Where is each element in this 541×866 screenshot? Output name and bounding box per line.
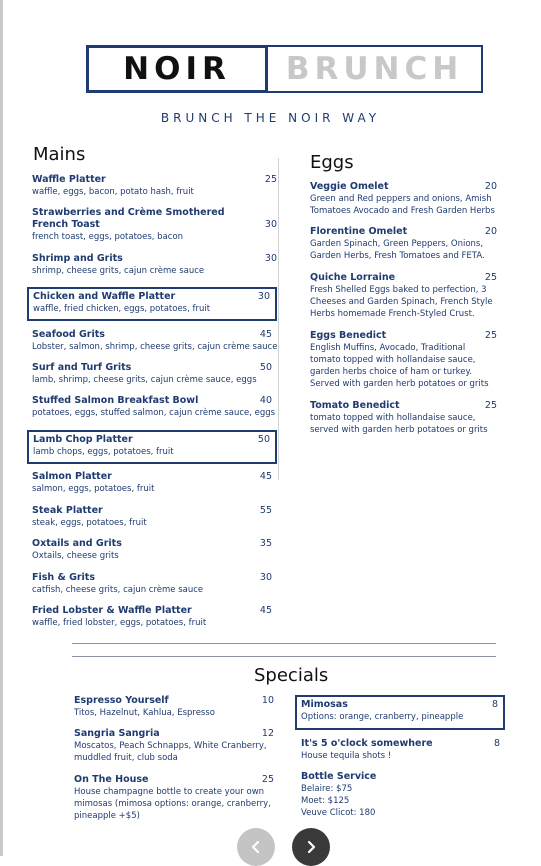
item-name: Fried Lobster & Waffle Platter (32, 605, 192, 616)
menu-item-french-toast (32, 207, 277, 243)
logo-brunch: BRUNCH (268, 45, 483, 93)
item-price: 35 (259, 538, 272, 549)
menu-item-florentine-omelet (310, 226, 497, 262)
specials-title: Specials (254, 665, 329, 686)
menu-item-surf-turf (32, 362, 277, 386)
item-price: 30 (259, 572, 272, 583)
item-desc: salmon, eggs, potatoes, fruit (32, 484, 155, 494)
menu-item-salmon-platter (32, 471, 272, 495)
menu-item-waffle-platter (32, 174, 277, 198)
column-divider (278, 158, 279, 480)
item-desc: Belaire: $75 Moet: $125 Veuve Clicot: 180 (301, 784, 376, 818)
item-price: 30 (257, 291, 270, 302)
item-desc: Lobster, salmon, shrimp, cheese grits, cajun crème sauce (32, 342, 278, 352)
item-price: 50 (257, 434, 270, 445)
menu-item-seafood-grits (32, 329, 292, 353)
item-desc: House tequila shots ! (301, 751, 392, 761)
item-name: Seafood Grits (32, 329, 105, 340)
item-name: Mimosas (301, 699, 348, 710)
eggs-title: Eggs (310, 152, 354, 173)
item-desc: Titos, Hazelnut, Kahlua, Espresso (74, 708, 215, 718)
special-bottle-service (301, 771, 500, 819)
item-desc: Fresh Shelled Eggs baked to perfection, 3 Cheeses and Garden Spinach, French Style Herbs homemade French-Styled Crust. (310, 285, 493, 319)
item-name: Lamb Chop Platter (33, 434, 133, 445)
special-sangria (74, 728, 274, 764)
item-name: Oxtails and Grits (32, 538, 122, 549)
chevron-left-icon (249, 840, 263, 854)
item-name: Fish & Grits (32, 572, 95, 583)
section-rule-bottom (72, 656, 496, 657)
special-five-oclock (301, 738, 500, 762)
page-edge (0, 0, 3, 856)
item-name: It's 5 o'clock somewhere (301, 738, 433, 749)
item-desc: lamb chops, eggs, potatoes, fruit (33, 447, 174, 457)
section-rule-top (72, 643, 496, 644)
item-name: Florentine Omelet (310, 226, 408, 237)
menu-item-fish-grits (32, 572, 272, 596)
mains-title: Mains (33, 144, 86, 165)
item-desc: House champagne bottle to create your own mimosas (mimosa options: orange, cranberry, pineapple +$5) (74, 787, 271, 821)
item-desc: potatoes, eggs, stuffed salmon, cajun crème sauce, eggs (32, 408, 276, 418)
item-desc: waffle, eggs, bacon, potato hash, fruit (32, 187, 194, 197)
item-name: Surf and Turf Grits (32, 362, 132, 373)
menu-item-oxtails (32, 538, 272, 562)
item-desc: shrimp, cheese grits, cajun crème sauce (32, 266, 205, 276)
menu-item-shrimp-grits (32, 253, 277, 277)
item-price: 25 (261, 774, 274, 785)
item-price: 50 (259, 362, 272, 373)
item-price: 20 (484, 226, 497, 237)
item-desc: lamb, shrimp, cheese grits, cajun crème sauce, eggs (32, 375, 257, 385)
menu-item-tomato-benedict (310, 400, 497, 436)
item-name: Bottle Service (301, 771, 377, 782)
special-on-the-house (74, 774, 274, 822)
item-price: 20 (484, 181, 497, 192)
item-price: 25 (484, 400, 497, 411)
item-name: Eggs Benedict (310, 330, 387, 341)
item-name: Steak Platter (32, 505, 103, 516)
item-price: 12 (261, 728, 274, 739)
menu-item-chicken-waffle (27, 287, 277, 321)
item-desc: Green and Red peppers and onions, Amish Tomatoes Avocado and Fresh Garden Herbs (310, 194, 495, 216)
special-espresso-yourself (74, 695, 274, 719)
item-name: Waffle Platter (32, 174, 106, 185)
item-name: On The House (74, 774, 149, 785)
item-name: Quiche Lorraine (310, 272, 396, 283)
tagline: BRUNCH THE NOIR WAY (160, 111, 381, 125)
item-desc: English Muffins, Avocado, Traditional tomato topped with hollandaise sauce, garden herbs choice of ham or turkey. Served with garden herb potatoes or grits (310, 343, 489, 389)
item-price: 10 (261, 695, 274, 706)
item-name: Sangria Sangria (74, 728, 160, 739)
special-mimosas (295, 695, 505, 730)
logo-noir: NOIR (86, 45, 268, 93)
item-name: Strawberries and Crème Smothered French Toast (32, 207, 225, 230)
item-price: 25 (484, 330, 497, 341)
item-name: Salmon Platter (32, 471, 112, 482)
item-price: 25 (484, 272, 497, 283)
menu-item-fried-lobster (32, 605, 272, 629)
item-price: 8 (493, 738, 500, 749)
item-desc: steak, eggs, potatoes, fruit (32, 518, 147, 528)
menu-item-quiche-lorraine (310, 272, 497, 320)
item-name: Tomato Benedict (310, 400, 400, 411)
menu-item-steak-platter (32, 505, 272, 529)
item-desc: catfish, cheese grits, cajun crème sauce (32, 585, 204, 595)
item-price: 45 (259, 471, 272, 482)
item-price: 30 (264, 219, 277, 230)
item-desc: waffle, fried chicken, eggs, potatoes, fruit (33, 304, 211, 314)
next-page-button[interactable] (292, 828, 330, 866)
item-price: 8 (491, 699, 498, 710)
item-desc: Options: orange, cranberry, pineapple (301, 712, 464, 722)
item-price: 25 (264, 174, 277, 185)
item-name: Shrimp and Grits (32, 253, 123, 264)
prev-page-button[interactable] (237, 828, 275, 866)
item-price: 40 (259, 395, 272, 406)
item-desc: Oxtails, cheese grits (32, 551, 119, 561)
item-name: Espresso Yourself (74, 695, 169, 706)
item-desc: tomato topped with hollandaise sauce, served with garden herb potatoes or grits (310, 413, 488, 435)
item-price: 30 (264, 253, 277, 264)
item-desc: french toast, eggs, potatoes, bacon (32, 232, 184, 242)
item-desc: Moscatos, Peach Schnapps, White Cranberry, muddled fruit, club soda (74, 741, 267, 763)
item-desc: Garden Spinach, Green Peppers, Onions, Garden Herbs, Fresh Tomatoes and FETA. (310, 239, 485, 261)
menu-item-lamb-chop (27, 430, 277, 464)
item-name: Chicken and Waffle Platter (33, 291, 176, 302)
item-price: 55 (259, 505, 272, 516)
menu-item-stuffed-salmon (32, 395, 292, 419)
item-price: 45 (259, 329, 272, 340)
chevron-right-icon (304, 840, 318, 854)
item-desc: waffle, fried lobster, eggs, potatoes, fruit (32, 618, 207, 628)
item-price: 45 (259, 605, 272, 616)
item-name: Stuffed Salmon Breakfast Bowl (32, 395, 199, 406)
logo (86, 45, 483, 91)
menu-item-veggie-omelet (310, 181, 497, 217)
menu-item-eggs-benedict (310, 330, 497, 390)
item-name: Veggie Omelet (310, 181, 389, 192)
